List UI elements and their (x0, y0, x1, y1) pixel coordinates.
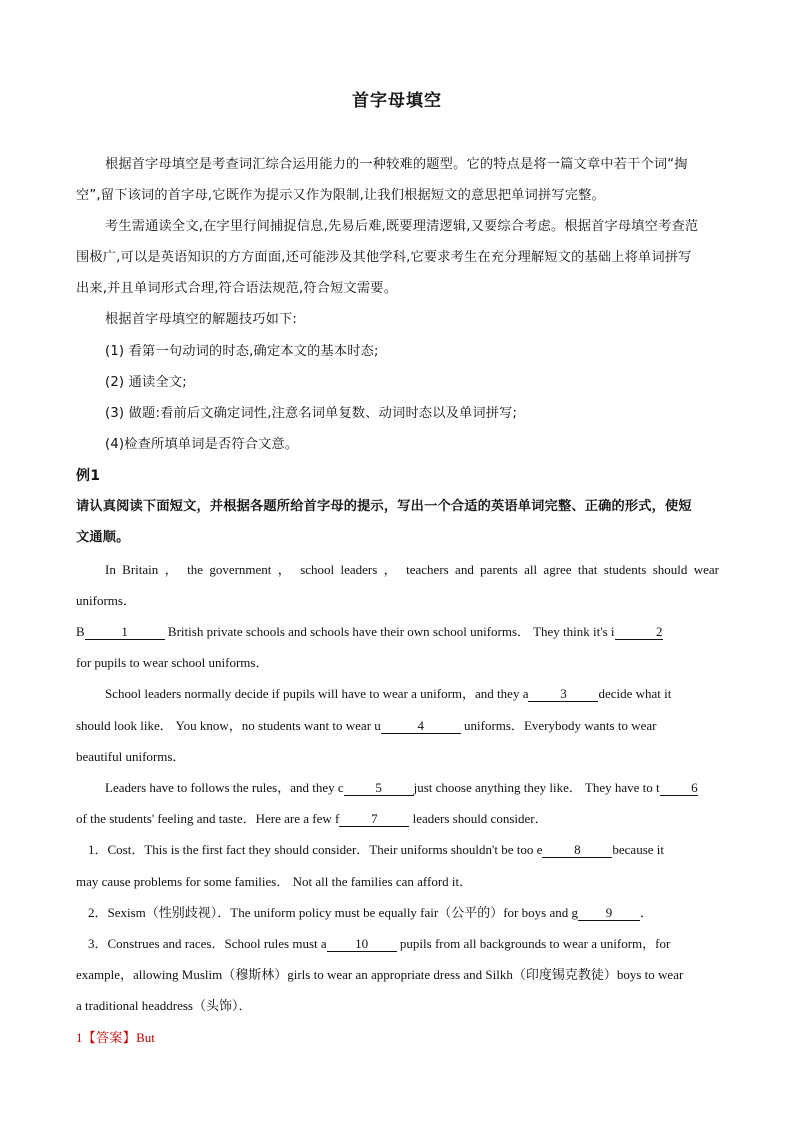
text-segment: ． (639, 905, 653, 920)
example-instruction-line-1: 请认真阅读下面短文，并根据各题所给首字母的提示，写出一个合适的英语单词完整、正确的形式，使短 (76, 499, 692, 514)
example-heading: 例1 (76, 468, 101, 484)
passage-item-3 (88, 935, 719, 953)
text-segment: 1．Cost．This is the first fact they should consider．Their uniforms shouldn't be too e (88, 842, 543, 857)
blank-2[interactable]: 2 (615, 625, 663, 640)
intro-paragraph-1-line-1: 根据首字母填空是考查词汇综合运用能力的一种较难的题型。它的特点是将一篇文章中若干个词“掏 (105, 157, 688, 172)
blank-6[interactable]: 6 (660, 781, 698, 796)
passage-item-2 (88, 904, 719, 922)
text-segment: 2．Sexism（性别歧视）．The uniform policy must be equally fair（公平的）for boys and g (88, 905, 578, 920)
tip-item: (2) 通读全文; (105, 375, 187, 390)
passage-line: may cause problems for some families． Not all the families can afford it． (76, 874, 473, 889)
passage-line: beautiful uniforms． (76, 749, 186, 764)
answer-text: But (136, 1030, 155, 1045)
blank-9[interactable]: 9 (578, 906, 640, 921)
passage-item-1 (88, 841, 719, 859)
passage-line (76, 810, 719, 828)
passage-line: example，allowing Muslim（穆斯林）girls to wear an appropriate dress and Silkh（印度锡克教徒）boys to wear (76, 967, 684, 982)
tips-heading: 根据首字母填空的解题技巧如下: (105, 312, 298, 327)
example-instruction-line-2: 文通顺。 (76, 530, 130, 545)
blank-4[interactable]: 4 (381, 719, 461, 734)
answer-line (76, 1029, 719, 1047)
text-segment: pupils from all backgrounds to wear a uniform，for (396, 936, 671, 951)
passage-line (105, 779, 719, 797)
passage-sentence-1-cont: uniforms． (76, 593, 136, 608)
text-segment: B (76, 624, 85, 639)
passage-line (105, 685, 719, 703)
passage-sentence-1: In Britain ， the government ， school leaders ， teachers and parents all agree that students should wear (105, 562, 719, 577)
text-segment: uniforms．Everybody wants to wear (460, 718, 657, 733)
passage-line (76, 717, 719, 735)
passage-line (76, 623, 719, 641)
tip-item: (3) 做题:看前后文确定词性,注意名词单复数、动词时态以及单词拼写; (105, 406, 518, 421)
text-segment: because it (612, 842, 665, 857)
blank-1[interactable]: 1 (85, 625, 165, 640)
blank-10[interactable]: 10 (327, 937, 397, 952)
answer-label: 【答案】 (82, 1030, 137, 1045)
page-title: 首字母填空 (352, 91, 442, 111)
text-segment: School leaders normally decide if pupils will have to wear a uniform，and they a (105, 686, 529, 701)
intro-paragraph-2-line-2: 围极广,可以是英语知识的方方面面,还可能涉及其他学科,它要求考生在充分理解短文的基础上将单词拼写 (76, 250, 692, 265)
tip-item: (4)检查所填单词是否符合文意。 (105, 437, 299, 452)
passage-line: a traditional headdress（头饰）． (76, 998, 252, 1013)
blank-5[interactable]: 5 (344, 781, 414, 796)
text-segment: of the students' feeling and taste．Here are a few f (76, 811, 340, 826)
answer-number: 1 (76, 1030, 83, 1045)
text-segment: decide what it (598, 686, 672, 701)
text-segment: British private schools and schools have their own school uniforms． They think it's i (164, 624, 615, 639)
blank-8[interactable]: 8 (542, 843, 612, 858)
blank-7[interactable]: 7 (339, 812, 409, 827)
intro-paragraph-2-line-1: 考生需通读全文,在字里行间捕捉信息,先易后难,既要理清逻辑,又要综合考虑。根据首字母填空考查范 (105, 219, 699, 234)
tip-item: (1) 看第一句动词的时态,确定本文的基本时态; (105, 344, 379, 359)
text-segment: 3．Construes and races．School rules must a (88, 936, 327, 951)
text-segment: just choose anything they like． They have to t (413, 780, 660, 795)
text-segment: should look like． You know，no students want to wear u (76, 718, 381, 733)
text-segment: Leaders have to follows the rules，and they c (105, 780, 344, 795)
text-segment: leaders should consider． (409, 811, 548, 826)
intro-paragraph-2-line-3: 出来,并且单词形式合理,符合语法规范,符合短文需要。 (76, 281, 398, 296)
blank-3[interactable]: 3 (528, 687, 598, 702)
passage-line: for pupils to wear school uniforms． (76, 655, 269, 670)
intro-paragraph-1-line-2: 空”,留下该词的首字母,它既作为提示又作为限制,让我们根据短文的意思把单词拼写完整。 (76, 188, 605, 203)
